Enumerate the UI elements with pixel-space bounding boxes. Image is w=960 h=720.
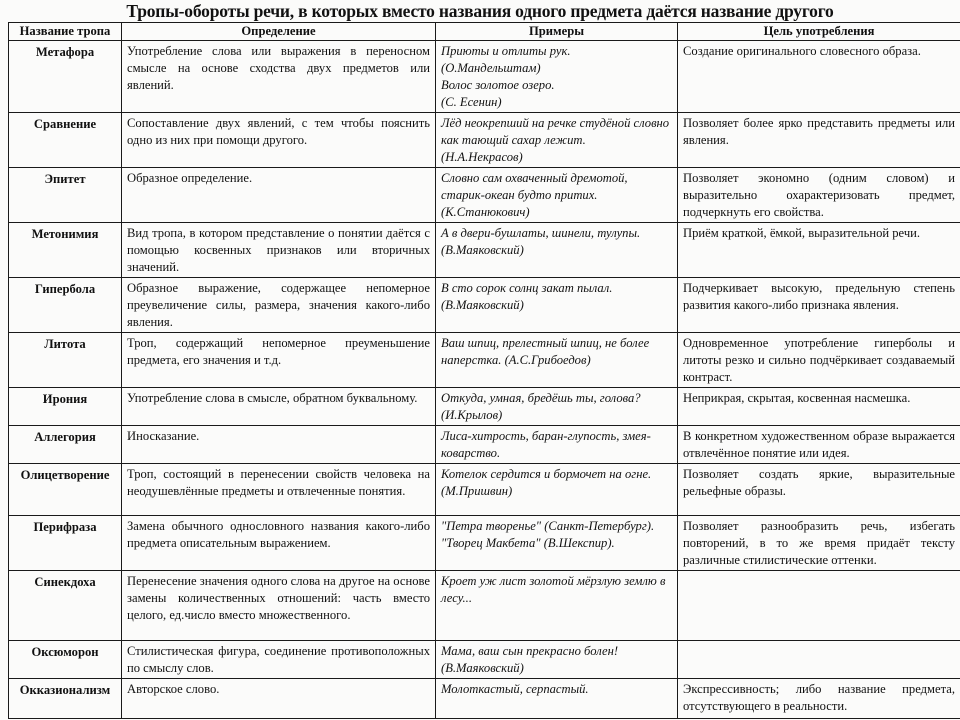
trope-purpose: Одновременное употребление гиперболы и литоты резко и сильно подчёркивает создаваемый контраст. (678, 333, 960, 388)
table-row (9, 41, 960, 113)
header-name: Название тропа (9, 23, 122, 41)
trope-examples (436, 426, 678, 464)
example-line: (С. Есенин) (441, 95, 502, 109)
trope-name: Метонимия (9, 223, 122, 278)
example-line: А в двери-бушлаты, шинели, тулупы. (В.Маяковский) (441, 226, 641, 257)
table-row (9, 278, 960, 333)
trope-purpose: Позволяет разнообразить речь, избегать повторений, в то же время придаёт тексту различные стилистические оттенки. (678, 516, 960, 571)
trope-definition: Образное выражение, содержащее непомерное преувеличение силы, размера, значения какого-либо явления. (122, 278, 436, 333)
example-line: Откуда, умная, бредёшь ты, голова? (И.Крылов) (441, 391, 641, 422)
trope-examples (436, 333, 678, 388)
table-row (9, 223, 960, 278)
trope-name: Литота (9, 333, 122, 388)
trope-definition: Вид тропа, в котором представление о понятии даётся с помощью косвенных признаков или вторичных значений. (122, 223, 436, 278)
trope-purpose (678, 571, 960, 641)
trope-name: Эпитет (9, 168, 122, 223)
example-line: Лиса-хитрость, баран-глупость, змея-коварство. (441, 429, 651, 460)
trope-purpose: Позволяет создать яркие, выразительные рельефные образы. (678, 464, 960, 516)
example-line: (Н.А.Некрасов) (441, 150, 523, 164)
trope-examples (436, 168, 678, 223)
trope-name: Сравнение (9, 113, 122, 168)
trope-name: Гипербола (9, 278, 122, 333)
trope-purpose: Подчеркивает высокую, предельную степень развития какого-либо признака явления. (678, 278, 960, 333)
table-row (9, 388, 960, 426)
trope-definition: Замена обычного однословного названия какого-либо предмета описательным выражением. (122, 516, 436, 571)
trope-examples (436, 223, 678, 278)
example-line: Ваш шпиц, прелестный шпиц, не более наперстка. (А.С.Грибоедов) (441, 336, 650, 367)
example-line: В сто сорок солнц закат пылал. (441, 281, 613, 295)
trope-purpose: В конкретном художественном образе выражается отвлечённое понятие или идея. (678, 426, 960, 464)
trope-purpose: Экспрессивность; либо название предмета, отсутствующего в реальности. (678, 679, 960, 719)
table-row (9, 168, 960, 223)
trope-examples (436, 679, 678, 719)
table-row (9, 426, 960, 464)
trope-purpose (678, 641, 960, 679)
trope-examples (436, 113, 678, 168)
example-line: "Петра творенье" (Санкт-Петербург). (441, 519, 655, 533)
example-line: "Творец Макбета" (В.Шекспир). (441, 536, 615, 550)
table-body (9, 41, 960, 719)
trope-examples (436, 464, 678, 516)
trope-examples (436, 388, 678, 426)
example-line: Кроет уж лист золотой мёрзлую землю в лесу... (441, 574, 666, 605)
tropes-table (8, 22, 960, 719)
trope-name: Ирония (9, 388, 122, 426)
trope-definition: Сопоставление двух явлений, с тем чтобы пояснить одно из них при помощи другого. (122, 113, 436, 168)
page-title: Тропы-обороты речи, в которых вместо названия одного предмета даётся название другого (126, 1, 834, 21)
trope-purpose: Позволяет более ярко представить предметы или явления. (678, 113, 960, 168)
trope-name: Метафора (9, 41, 122, 113)
table-row (9, 333, 960, 388)
table-row (9, 516, 960, 571)
table-header-row (9, 23, 960, 41)
trope-definition: Иносказание. (122, 426, 436, 464)
example-line: Приюты и отлиты рук. (441, 44, 571, 58)
header-purpose: Цель употребления (678, 23, 960, 41)
trope-name: Перифраза (9, 516, 122, 571)
example-line: (В.Маяковский) (441, 298, 524, 312)
header-definition: Определение (122, 23, 436, 41)
header-examples: Примеры (436, 23, 678, 41)
example-line: (О.Мандельштам) (441, 61, 541, 75)
trope-definition: Троп, содержащий непомерное преуменьшение предмета, его значения и т.д. (122, 333, 436, 388)
example-line: Котелок сердится и бормочет на огне. (М.Пришвин) (441, 467, 652, 498)
table-row (9, 113, 960, 168)
trope-examples (436, 41, 678, 113)
example-line: (К.Станюкович) (441, 205, 530, 219)
trope-definition: Употребление слова или выражения в переносном смысле на основе сходства двух предметов или явлений. (122, 41, 436, 113)
trope-purpose: Приём краткой, ёмкой, выразительной речи. (678, 223, 960, 278)
example-line: Лёд неокрепший на речке студёной словно как тающий сахар лежит. (441, 116, 670, 147)
trope-purpose: Неприкрая, скрытая, косвенная насмешка. (678, 388, 960, 426)
example-line: Мама, ваш сын прекрасно болен! (441, 644, 619, 658)
table-row (9, 464, 960, 516)
trope-examples (436, 278, 678, 333)
trope-definition: Употребление слова в смысле, обратном буквальному. (122, 388, 436, 426)
trope-name: Аллегория (9, 426, 122, 464)
trope-name: Оксюморон (9, 641, 122, 679)
table-row (9, 571, 960, 641)
trope-definition: Авторское слово. (122, 679, 436, 719)
example-line: Волос золотое озеро. (441, 78, 555, 92)
example-line: Молоткастый, серпастый. (441, 682, 589, 696)
trope-examples (436, 516, 678, 571)
trope-examples (436, 571, 678, 641)
example-line: Словно сам охваченный дремотой, старик-океан будто притих. (441, 171, 628, 202)
trope-examples (436, 641, 678, 679)
trope-definition: Образное определение. (122, 168, 436, 223)
trope-name: Синекдоха (9, 571, 122, 641)
trope-purpose: Позволяет экономно (одним словом) и выразительно охарактеризовать предмет, подчеркнуть его свойства. (678, 168, 960, 223)
trope-definition: Стилистическая фигура, соединение противоположных по смыслу слов. (122, 641, 436, 679)
trope-name: Олицетворение (9, 464, 122, 516)
table-row (9, 641, 960, 679)
trope-purpose: Создание оригинального словесного образа. (678, 41, 960, 113)
trope-definition: Перенесение значения одного слова на другое на основе замены количественных отношений: часть вместо целого, ед.число вместо множественного. (122, 571, 436, 641)
trope-name: Окказионализм (9, 679, 122, 719)
table-row (9, 679, 960, 719)
example-line: (В.Маяковский) (441, 661, 524, 675)
trope-definition: Троп, состоящий в перенесении свойств человека на неодушевлённые предметы и отвлеченные понятия. (122, 464, 436, 516)
